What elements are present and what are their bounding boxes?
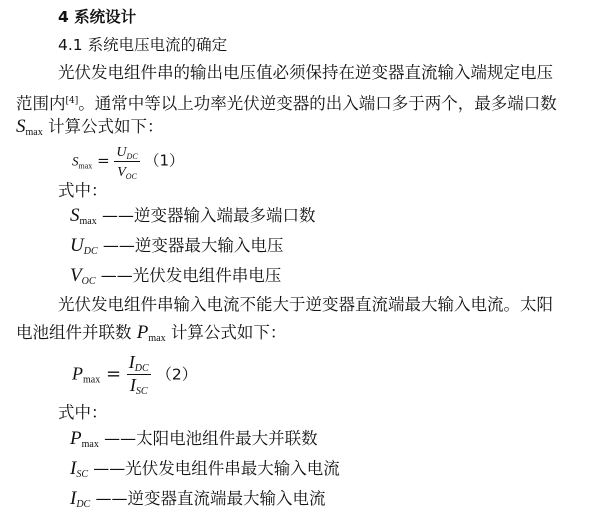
def-text: 光伏发电组件串电压	[132, 266, 282, 285]
def-text: 逆变器直流端最大输入电流	[127, 489, 326, 508]
paragraph-text: 。通常中等以上功率光伏逆变器的出入端口多于两个，最多端口数	[78, 94, 557, 113]
paragraph-text: 计算公式如下：	[165, 323, 287, 342]
definition-row	[70, 488, 325, 516]
formula-fraction	[127, 352, 151, 397]
paragraph-1-line-2	[16, 90, 557, 115]
equation-number: （2）	[156, 365, 198, 384]
def-text: 逆变器输入端最多端口数	[133, 206, 316, 225]
def-subscript: DC	[83, 246, 98, 257]
formula-fraction	[114, 142, 139, 181]
subsection-heading: 4.1 系统电压电流的确定	[58, 36, 228, 54]
formula-lhs-subscript: max	[83, 374, 101, 386]
def-dash: ——	[93, 459, 126, 478]
paragraph-text: 计算公式如下：	[42, 117, 164, 136]
paragraph-text: 范围内	[16, 94, 66, 113]
formula-lhs-subscript: max	[78, 161, 93, 171]
formula-1	[72, 142, 184, 181]
paragraph-2-line-2	[16, 322, 286, 350]
where-label-1: 式中：	[58, 181, 108, 200]
fraction-numerator: IDC	[128, 352, 149, 374]
formula-2	[72, 352, 197, 397]
def-symbol: P	[70, 428, 82, 449]
def-subscript: max	[81, 439, 99, 450]
citation-ref: [4]	[65, 96, 79, 106]
section-heading: 4 系统设计	[58, 8, 137, 26]
def-subscript: DC	[76, 499, 91, 510]
equals-sign: =	[97, 151, 110, 170]
def-symbol: U	[70, 235, 84, 256]
definition-row	[70, 205, 315, 233]
definition-row	[70, 428, 318, 456]
paragraph-1-line-3	[16, 116, 163, 144]
definition-row	[70, 458, 340, 486]
equation-number: （1）	[144, 151, 184, 170]
symbol-subscript: max	[148, 333, 166, 344]
def-symbol: S	[70, 205, 80, 226]
definition-row	[70, 235, 283, 263]
fraction-numerator: $U_{DC}$	[114, 142, 139, 162]
symbol-subscript: max	[25, 127, 43, 138]
equals-sign: =	[105, 363, 122, 385]
def-dash: ——	[104, 429, 137, 448]
paragraph-2-line-1: 光伏发电组件串输入电流不能大于逆变器直流端最大输入电流。太阳	[58, 295, 553, 314]
def-dash: ——	[101, 206, 134, 225]
fraction-denominator: $V_{OC}$	[117, 165, 137, 181]
formula-lhs: P	[72, 363, 83, 384]
where-label-2: 式中：	[58, 403, 108, 422]
def-text: 逆变器最大输入电压	[134, 236, 284, 255]
def-subscript: max	[79, 216, 97, 227]
def-symbol: I	[70, 488, 77, 509]
definition-row	[70, 265, 281, 293]
def-subscript: OC	[81, 276, 96, 287]
def-symbol: V	[70, 265, 82, 286]
def-text: 光伏发电组件串最大输入电流	[125, 459, 340, 478]
def-subscript: SC	[76, 469, 88, 480]
paragraph-text: 电池组件并联数	[16, 323, 137, 342]
paragraph-1-line-1: 光伏发电组件串的输出电压值必须保持在逆变器直流输入端规定电压	[58, 63, 553, 82]
symbol-s: S	[16, 116, 26, 137]
def-dash: ——	[102, 236, 135, 255]
def-symbol: I	[70, 458, 77, 479]
fraction-denominator: ISC	[129, 375, 148, 397]
def-dash: ——	[100, 266, 133, 285]
def-dash: ——	[95, 489, 128, 508]
def-text: 太阳电池组件最大并联数	[136, 429, 318, 448]
symbol-p: P	[136, 322, 149, 343]
formula-lhs: S	[72, 153, 79, 169]
